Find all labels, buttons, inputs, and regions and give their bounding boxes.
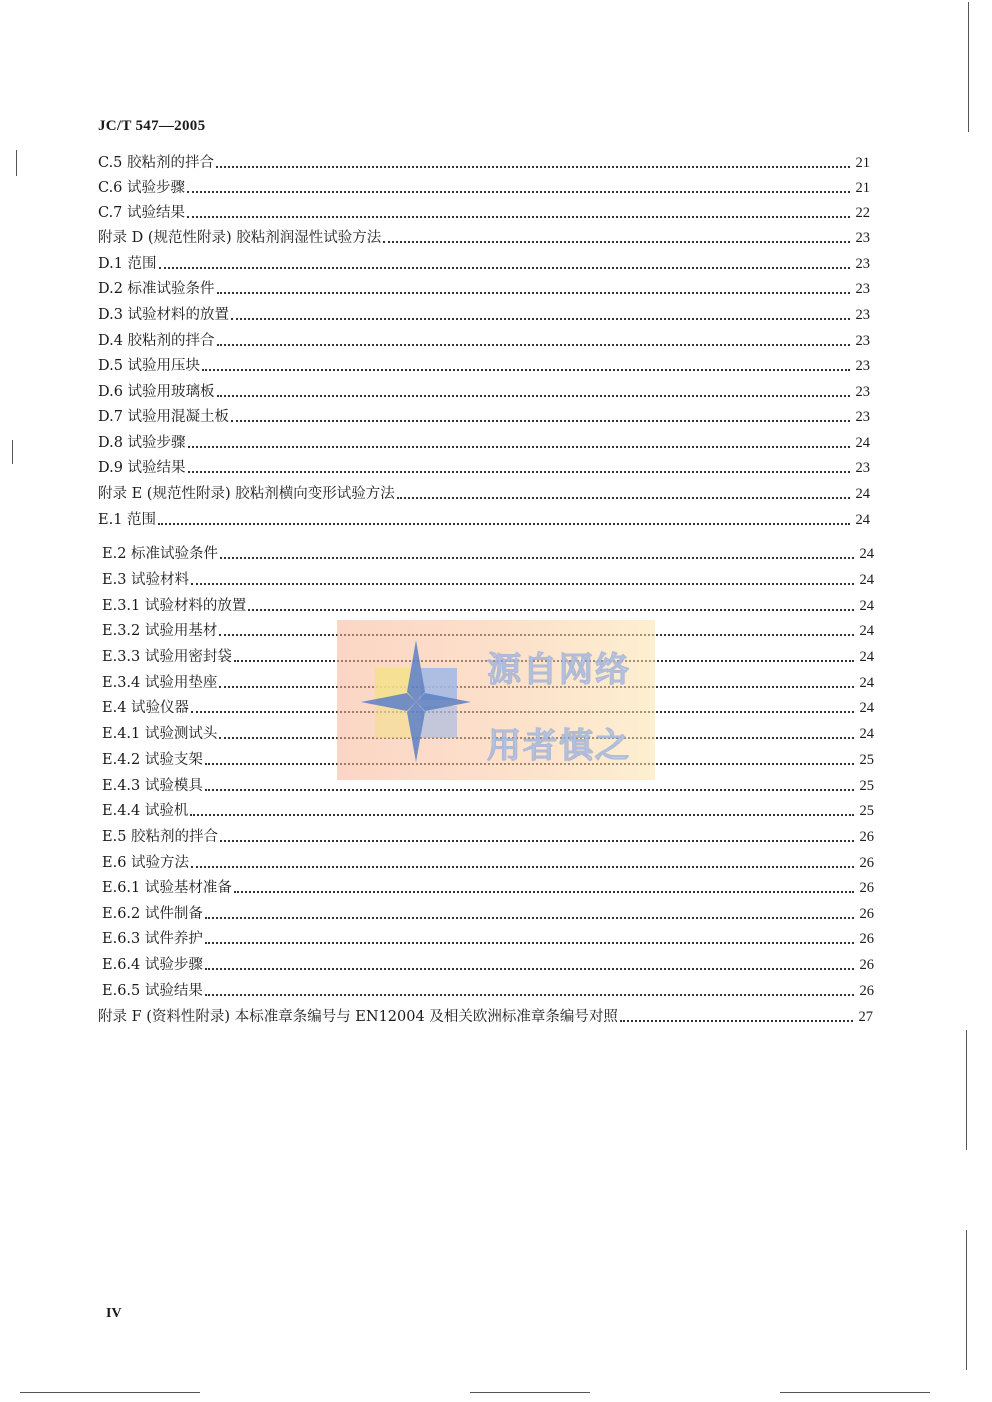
toc-entry <box>98 251 870 273</box>
toc-entry-page: 23 <box>855 333 870 349</box>
toc-entry-page: 22 <box>855 205 870 221</box>
toc-entry-label: 附录 F (资料性附录) 本标准章条编号与 EN12004 及相关欧洲标准章条编号对照 <box>98 1009 618 1025</box>
toc-entry-page: 24 <box>855 486 870 502</box>
toc-entry-page: 24 <box>859 700 874 716</box>
toc-leader-dots <box>191 583 853 585</box>
scan-mark <box>968 2 969 132</box>
toc-entry-page: 23 <box>855 307 870 323</box>
toc-entry-page: 24 <box>859 598 874 614</box>
toc-entry-label: D.4 胶粘剂的拌合 <box>98 333 215 349</box>
toc-entry-label: D.1 范围 <box>98 256 157 272</box>
toc-entry <box>98 225 870 247</box>
toc-entry <box>102 875 874 897</box>
toc-entry-label: E.3 试验材料 <box>102 572 190 588</box>
watermark-line-2: 用者慎之 <box>487 726 631 766</box>
toc-entry-page: 25 <box>859 778 874 794</box>
toc-entry-label: C.6 试验步骤 <box>98 180 186 196</box>
toc-entry-label: E.4.1 试验测试头 <box>102 726 218 742</box>
toc-entry <box>98 150 870 172</box>
scan-mark <box>16 150 17 176</box>
toc-entry <box>98 455 870 477</box>
toc-entry-label: E.4.4 试验机 <box>102 803 189 819</box>
toc-leader-dots <box>191 866 853 868</box>
toc-leader-dots <box>217 292 850 294</box>
toc-entry-label: E.1 范围 <box>98 512 157 528</box>
toc-entry-label: 附录 E (规范性附录) 胶粘剂横向变形试验方法 <box>98 486 395 502</box>
toc-entry-label: E.3.3 试验用密封袋 <box>102 649 232 665</box>
toc-entry <box>98 1004 873 1026</box>
toc-entry-page: 26 <box>859 855 874 871</box>
toc-entry-page: 25 <box>859 752 874 768</box>
toc-entry-label: E.4.3 试验模具 <box>102 778 203 794</box>
scan-mark <box>780 1392 930 1393</box>
toc-entry-page: 24 <box>855 435 870 451</box>
toc-entry-page: 26 <box>859 880 874 896</box>
toc-entry-label: E.4 试验仪器 <box>102 700 190 716</box>
toc-entry-page: 23 <box>855 409 870 425</box>
toc-leader-dots <box>234 891 854 893</box>
toc-leader-dots <box>220 840 853 842</box>
toc-entry <box>98 328 870 350</box>
toc-leader-dots <box>187 216 849 218</box>
toc-entry <box>98 276 870 298</box>
toc-entry-page: 24 <box>855 512 870 528</box>
toc-entry-page: 21 <box>855 155 870 171</box>
toc-leader-dots <box>190 814 853 816</box>
toc-entry <box>98 404 870 426</box>
toc-leader-dots <box>202 369 849 371</box>
toc-entry <box>98 302 870 324</box>
watermark-line-1: 源自网络 <box>487 650 631 690</box>
toc-entry <box>102 926 874 948</box>
toc-entry-label: E.6.2 试件制备 <box>102 906 203 922</box>
toc-entry-label: E.3.1 试验材料的放置 <box>102 598 247 614</box>
toc-entry-label: E.6.5 试验结果 <box>102 983 203 999</box>
toc-entry <box>102 824 874 846</box>
toc-entry-label: D.5 试验用压块 <box>98 358 201 374</box>
toc-entry <box>102 978 874 1000</box>
toc-entry-page: 24 <box>859 675 874 691</box>
toc-entry-label: D.9 试验结果 <box>98 460 186 476</box>
toc-entry <box>98 200 870 222</box>
page-number: IV <box>106 1306 122 1321</box>
toc-entry-page: 24 <box>859 623 874 639</box>
compass-star-icon <box>357 630 477 770</box>
toc-leader-dots <box>205 789 854 791</box>
toc-entry-page: 24 <box>859 572 874 588</box>
toc-leader-dots <box>231 318 849 320</box>
toc-entry-page: 24 <box>859 546 874 562</box>
toc-leader-dots <box>205 968 854 970</box>
toc-entry-label: D.6 试验用玻璃板 <box>98 384 215 400</box>
toc-entry-page: 21 <box>855 180 870 196</box>
toc-leader-dots <box>188 471 850 473</box>
toc-entry-label: E.6.3 试件养护 <box>102 931 203 947</box>
toc-entry <box>98 507 870 529</box>
toc-entry <box>98 430 870 452</box>
toc-entry-page: 27 <box>858 1009 873 1025</box>
scan-mark <box>966 1230 967 1370</box>
toc-entry-page: 24 <box>859 726 874 742</box>
toc-leader-dots <box>620 1020 853 1022</box>
toc-entry-label: E.5 胶粘剂的拌合 <box>102 829 219 845</box>
toc-entry <box>102 593 874 615</box>
toc-entry-page: 23 <box>855 230 870 246</box>
toc-leader-dots <box>205 917 854 919</box>
toc-entry <box>98 175 870 197</box>
scan-mark <box>12 440 13 464</box>
toc-entry <box>98 379 870 401</box>
toc-entry-page: 26 <box>859 931 874 947</box>
toc-entry-page: 23 <box>855 460 870 476</box>
toc-leader-dots <box>205 942 854 944</box>
toc-entry-page: 26 <box>859 906 874 922</box>
toc-entry <box>102 952 874 974</box>
toc-leader-dots <box>188 446 850 448</box>
toc-entry <box>102 567 874 589</box>
toc-entry-page: 26 <box>859 829 874 845</box>
toc-entry-page: 23 <box>855 384 870 400</box>
scan-mark <box>470 1392 590 1393</box>
scan-mark <box>966 1030 967 1150</box>
toc-entry <box>102 541 874 563</box>
toc-entry-label: C.5 胶粘剂的拌合 <box>98 155 215 171</box>
toc-leader-dots <box>217 395 850 397</box>
toc-entry-label: D.3 试验材料的放置 <box>98 307 230 323</box>
toc-entry-label: E.6 试验方法 <box>102 855 190 871</box>
toc-entry-page: 24 <box>859 649 874 665</box>
toc-leader-dots <box>248 609 853 611</box>
toc-entry <box>102 850 874 872</box>
toc-entry-label: C.7 试验结果 <box>98 205 186 221</box>
toc-entry-label: D.8 试验步骤 <box>98 435 186 451</box>
toc-leader-dots <box>205 994 854 996</box>
toc-entry-page: 23 <box>855 281 870 297</box>
toc-entry-page: 23 <box>855 256 870 272</box>
toc-leader-dots <box>187 191 849 193</box>
toc-entry-page: 26 <box>859 957 874 973</box>
watermark <box>337 620 655 780</box>
toc-leader-dots <box>231 420 849 422</box>
toc-entry-label: E.3.4 试验用垫座 <box>102 675 218 691</box>
scan-mark <box>20 1392 200 1393</box>
toc-entry-label: E.6.4 试验步骤 <box>102 957 203 973</box>
toc-entry <box>98 481 870 503</box>
toc-leader-dots <box>158 523 849 525</box>
toc-leader-dots <box>216 166 849 168</box>
toc-entry-page: 26 <box>859 983 874 999</box>
toc-leader-dots <box>383 241 849 243</box>
toc-leader-dots <box>217 344 850 346</box>
toc-entry-page: 23 <box>855 358 870 374</box>
document-standard-number: JC/T 547—2005 <box>98 118 206 134</box>
toc-entry-label: E.2 标准试验条件 <box>102 546 219 562</box>
toc-entry <box>102 901 874 923</box>
toc-entry-label: 附录 D (规范性附录) 胶粘剂润湿性试验方法 <box>98 230 382 246</box>
toc-entry-label: D.2 标准试验条件 <box>98 281 215 297</box>
toc-leader-dots <box>397 497 850 499</box>
toc-entry-page: 25 <box>859 803 874 819</box>
toc-entry-label: D.7 试验用混凝土板 <box>98 409 230 425</box>
toc-entry-label: E.4.2 试验支架 <box>102 752 203 768</box>
toc-leader-dots <box>159 267 850 269</box>
toc-entry <box>98 353 870 375</box>
toc-entry <box>102 798 874 820</box>
toc-entry-label: E.3.2 试验用基材 <box>102 623 218 639</box>
toc-leader-dots <box>220 557 853 559</box>
toc-entry-label: E.6.1 试验基材准备 <box>102 880 232 896</box>
